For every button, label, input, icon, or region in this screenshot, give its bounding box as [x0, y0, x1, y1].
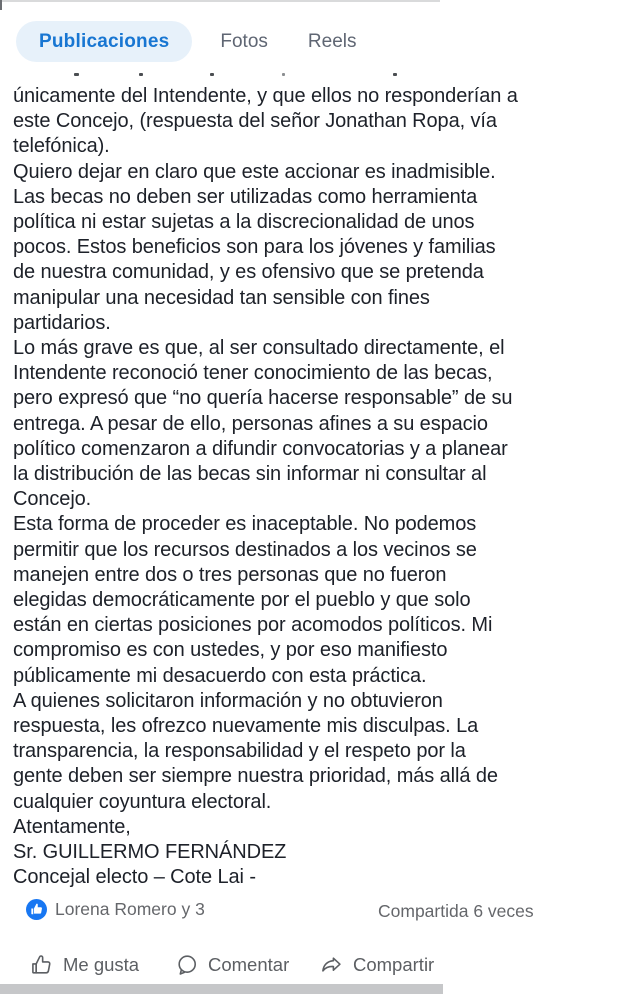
post-text-line: permitir que los recursos destinados a los vecinos se — [13, 538, 477, 561]
post-text-line: gente deben ser siempre nuestra prioridad, más allá de — [13, 765, 498, 788]
post-text-line: Intendente reconoció tener conocimiento de las becas, — [13, 362, 493, 385]
post-text-line: Concejal electo – Cote Lai - — [13, 866, 256, 889]
post-text-line: Concejo. — [13, 488, 92, 511]
post-text-line: compromiso es con ustedes, y por eso manifiesto — [13, 639, 448, 662]
post-text-line: únicamente del Intendente, y que ellos no responderían a — [13, 85, 518, 107]
top-section-divider — [0, 0, 440, 2]
post-text-line: pero expresó que “no quería hacerse responsable” de su — [13, 387, 513, 410]
post-text-line: este Concejo, (respuesta del señor Jonathan Ropa, vía — [13, 110, 497, 133]
like-reaction-badge-icon — [26, 899, 47, 920]
post-text-line: transparencia, la responsabilidad y el respeto por la — [13, 740, 466, 763]
clipped-text-fragment — [282, 73, 285, 76]
post-action-bar — [0, 948, 641, 984]
post-text-line: Las becas no deben ser utilizadas como herramienta — [13, 185, 478, 208]
post-text-line: públicamente mi desacuerdo con esta práctica. — [13, 664, 427, 687]
comment-button-label: Comentar — [208, 954, 290, 975]
clipped-text-fragment — [74, 73, 79, 76]
thumbs-up-icon — [30, 953, 54, 977]
post-text-line: la distribución de las becas sin informar ni consultar al — [13, 463, 487, 486]
post-text-line: manipular una necesidad tan sensible con fines — [13, 286, 430, 309]
reactions-summary-label: Lorena Romero y 3 — [55, 899, 205, 919]
post-text-line: de nuestra comunidad, y es ofensivo que se pretenda — [13, 261, 484, 284]
share-arrow-icon — [320, 953, 344, 977]
post-text-line: A quienes solicitaron información y no obtuvieron — [13, 689, 443, 712]
post-text-line: Esta forma de proceder es inaceptable. No podemos — [13, 513, 477, 536]
post-text-line: cualquier coyuntura electoral. — [13, 790, 272, 813]
post-text-line: Quiero dejar en claro que este accionar es inadmisible. — [13, 160, 496, 183]
bottom-section-divider — [0, 984, 443, 994]
engagement-row — [0, 899, 641, 927]
comment-button[interactable] — [175, 948, 289, 982]
post-text-line: están en ciertas posiciones por acomodos políticos. Mi — [13, 614, 493, 637]
comment-bubble-icon — [175, 953, 199, 977]
post-text-line: elegidas democráticamente por el pueblo y que solo — [13, 589, 471, 612]
profile-tabs — [16, 21, 356, 62]
post-text-line: política ni estar sujetas a la discrecionalidad de unos — [13, 211, 475, 234]
post-text-line: político comenzaron a difundir convocatorias y a planear — [13, 437, 508, 460]
clipped-text-fragment — [139, 73, 143, 76]
post-text-line: Atentamente, — [13, 815, 131, 838]
screen-edge-artifact — [0, 0, 2, 10]
reactions-summary[interactable] — [26, 899, 205, 920]
clipped-text-fragment — [210, 73, 214, 76]
like-button[interactable] — [30, 948, 139, 982]
post-text — [13, 84, 637, 891]
post-text-line: Sr. GUILLERMO FERNÁNDEZ — [13, 841, 287, 864]
tab-publicaciones[interactable]: Publicaciones — [16, 21, 192, 62]
post-text-line: telefónica). — [13, 135, 110, 158]
share-button[interactable] — [320, 948, 434, 982]
post-text-line: Lo más grave es que, al ser consultado directamente, el — [13, 337, 505, 360]
like-button-label: Me gusta — [63, 954, 140, 975]
post-text-line: entrega. A pesar de ello, personas afines a su espacio — [13, 412, 488, 435]
post-text-line: respuesta, les ofrezco nuevamente mis disculpas. La — [13, 715, 479, 738]
post-text-line: pocos. Estos beneficios son para los jóvenes y familias — [13, 236, 496, 259]
clipped-text-fragment — [393, 73, 397, 76]
post-text-line: manejen entre dos o tres personas que no fueron — [13, 563, 447, 586]
post-text-line: partidarios. — [13, 311, 111, 334]
tab-reels[interactable]: Reels — [307, 30, 357, 52]
tab-fotos[interactable]: Fotos — [220, 30, 268, 52]
share-count[interactable]: Compartida 6 veces — [378, 901, 534, 921]
share-button-label: Compartir — [353, 954, 435, 975]
